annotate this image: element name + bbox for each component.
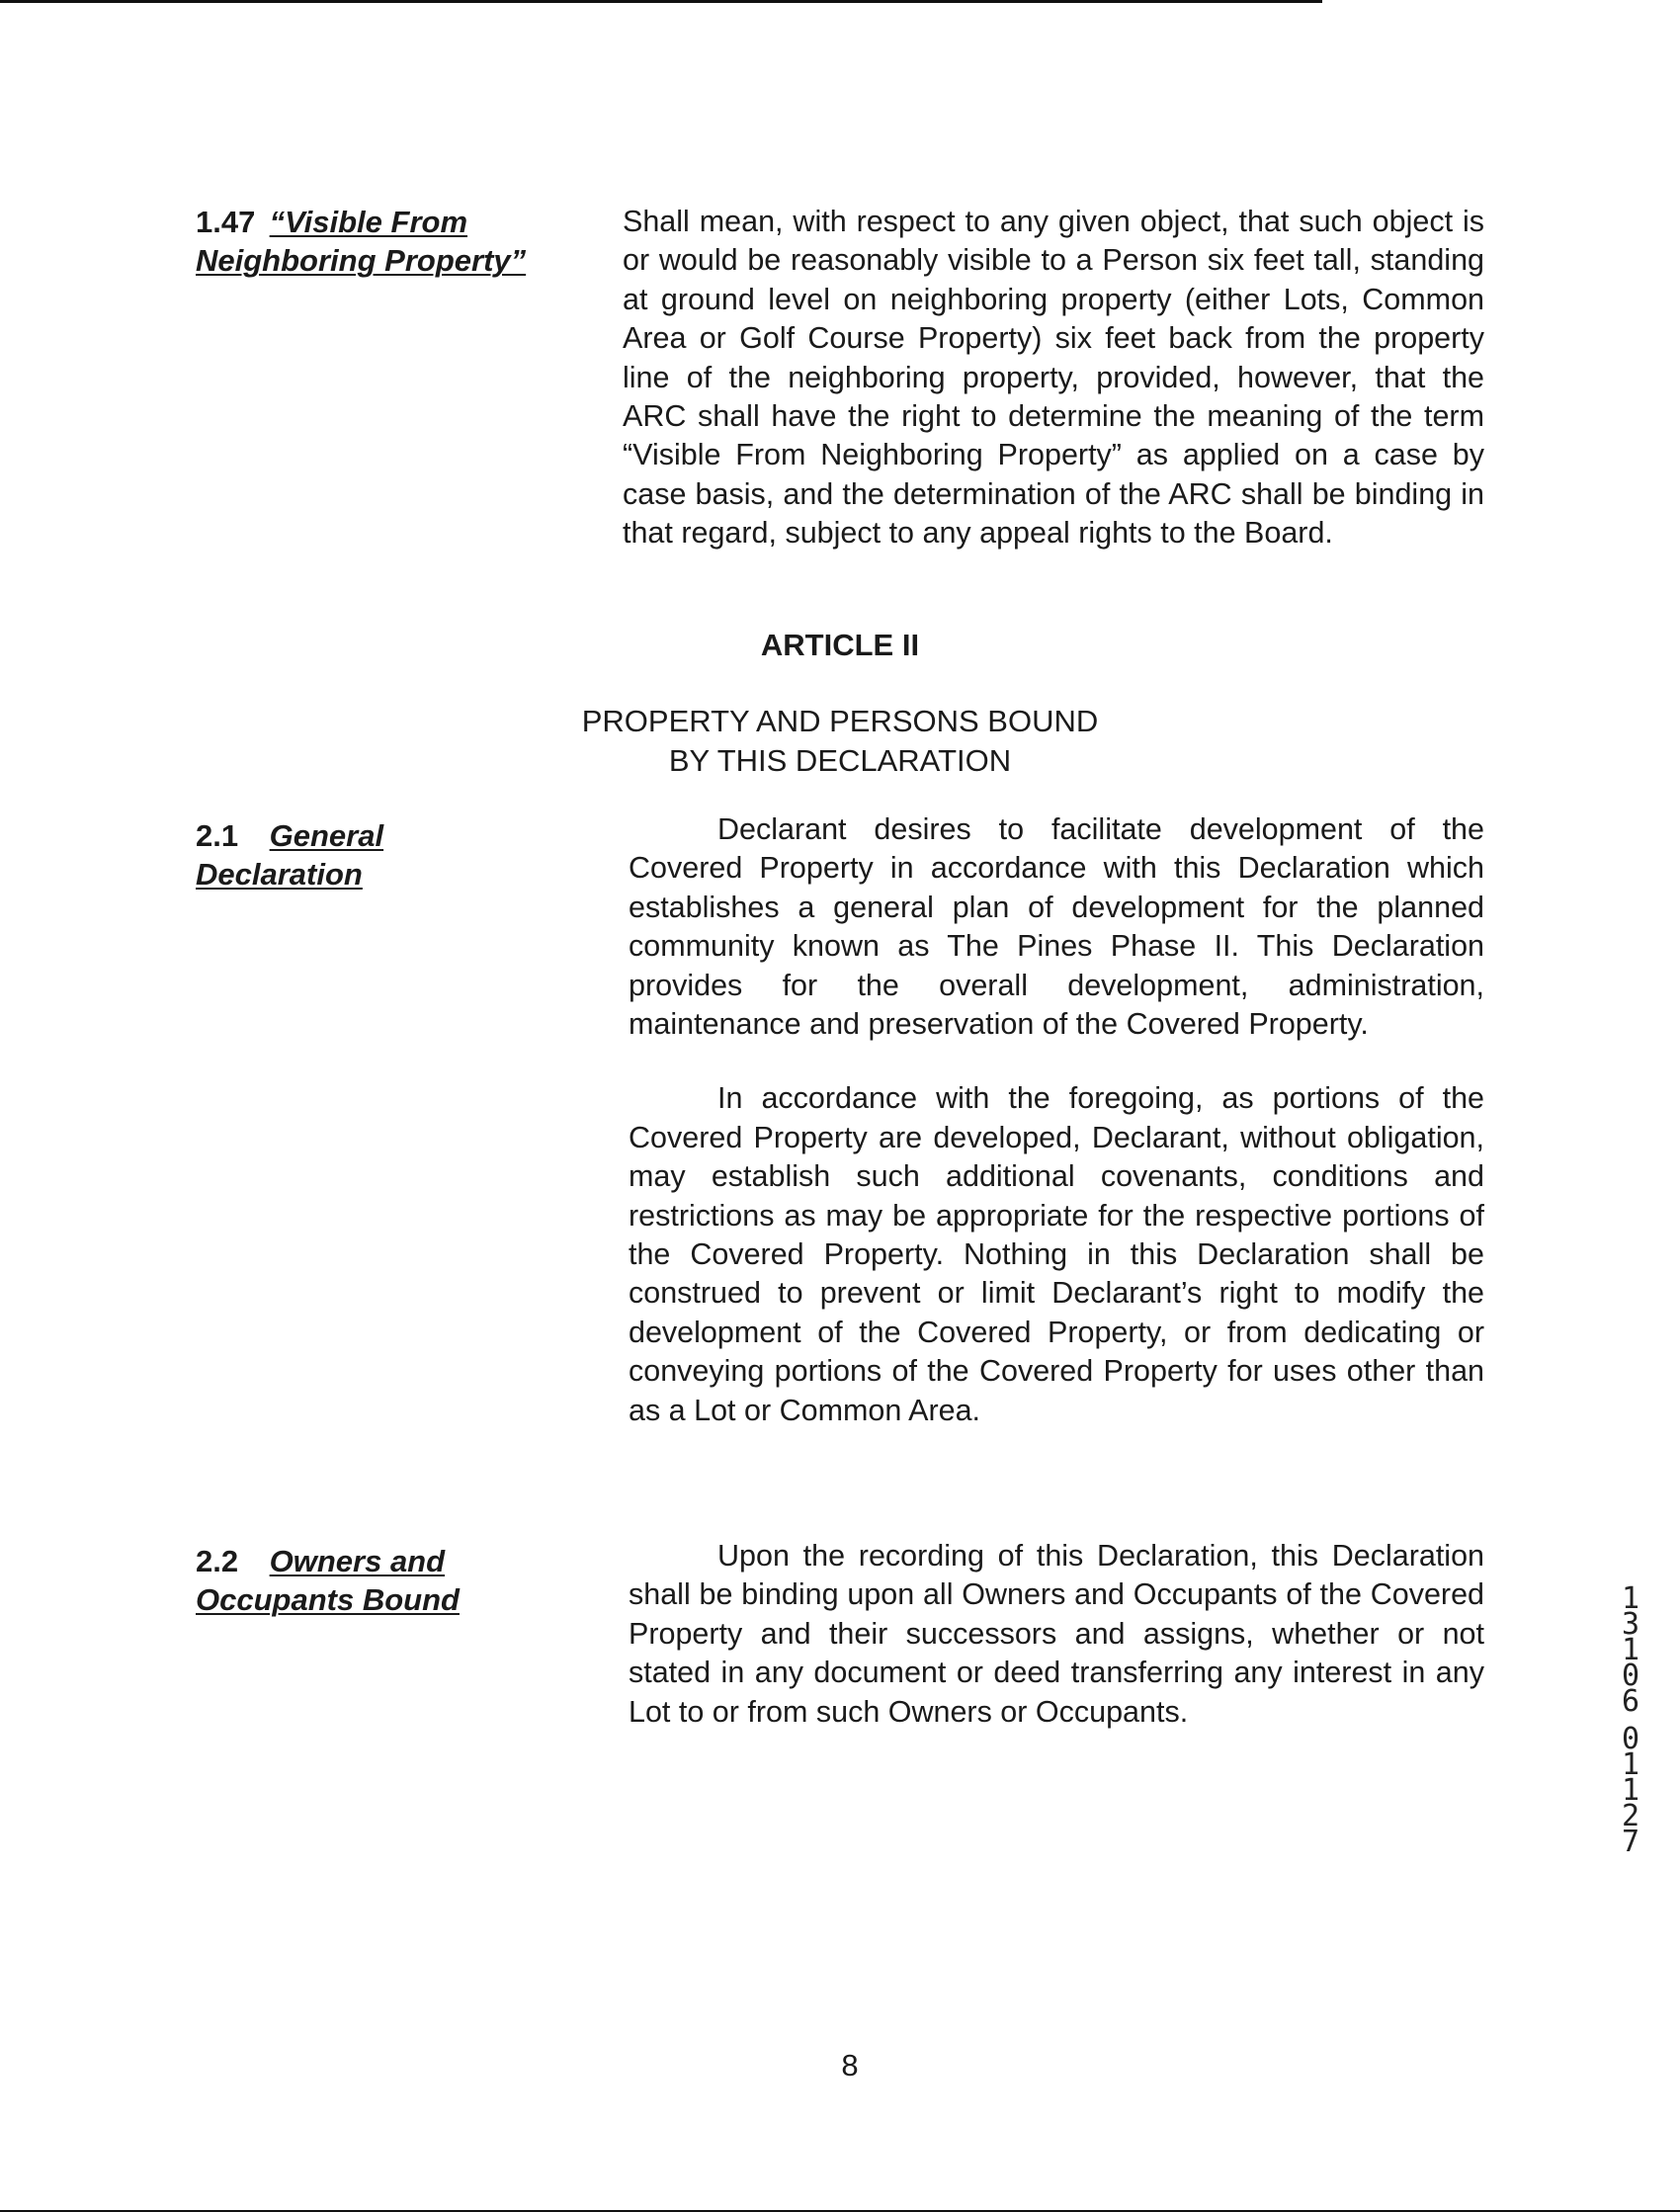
stamp-digit: 1 [1621,1773,1640,1808]
article-subtitle-line2: BY THIS DECLARATION [668,743,1012,778]
article-subtitle [514,702,1166,781]
section-2-2-heading [196,1542,571,1619]
section-2-1-body [629,810,1484,1430]
section-1-47-text: Shall mean, with respect to any given object, that such object is or would be reasonably visible to a Person six feet tall, standing at ground level on neighboring property (either Lots, Common Area or Golf Course Property) six feet back from the property line of the neighboring property, provided, however, that the ARC shall have the right to determine the meaning of the term “Visible From Neighboring Property” as applied on a case by case basis, and the determination of the ARC shall be binding in that regard, subject to any appeal rights to the Board. [623,205,1484,551]
stamp-digit: 7 [1621,1825,1640,1859]
section-2-2-number: 2.2 [196,1544,239,1578]
top-border-line [0,0,1322,3]
section-2-1-paragraph-2: In accordance with the foregoing, as portions of the Covered Property are developed, Declarant, without obligation, may establish such additional covenants, conditions and restrictions as may be appropriate for the respective portions of the Covered Property. Nothing in this Declaration shall be construed to prevent or limit Declarant’s right to modify the development of the Covered Property, or from dedicating or conveying portions of the Covered Property for uses other than as a Lot or Common Area. [629,1081,1484,1427]
section-1-47-title-line1: “Visible From [269,205,468,239]
section-2-2-body [629,1537,1484,1732]
stamp-digit: 3 [1621,1607,1640,1642]
article-title: ARTICLE II [760,628,920,662]
stamp-digit: 1 [1621,1747,1640,1782]
stamp-digit: 0 [1621,1659,1640,1693]
section-2-2-title-line1: Owners and [269,1544,446,1578]
page-number: 8 [841,2048,859,2083]
stamp-digit: 6 [1621,1684,1640,1719]
section-2-1-title-line2: Declaration [196,857,363,892]
recording-stamp [1613,1581,1648,1859]
section-1-47-body [623,203,1484,553]
section-2-1-heading [196,816,571,893]
stamp-digit: 2 [1621,1799,1640,1833]
section-2-2-text: Upon the recording of this Declaration, this Declaration shall be binding upon all Owners and Occupants of the Covered Property and their successors and assigns, whether or not stated in any document or deed transferring any interest in any Lot to or from such Owners or Occupants. [629,1539,1484,1729]
stamp-digit: 1 [1621,1581,1640,1616]
section-1-47-title-line2: Neighboring Property” [196,243,527,278]
article-subtitle-line1: PROPERTY AND PERSONS BOUND [581,704,1099,738]
section-2-1-paragraph-1: Declarant desires to facilitate development of the Covered Property in accordance with this Declaration which establishes a general plan of development for the planned community known as The Pines Phase II. This Declaration provides for the overall development, administration, maintenance and preservation of the Covered Property. [629,812,1484,1042]
section-2-1-number: 2.1 [196,818,239,853]
section-2-2-title-line2: Occupants Bound [196,1582,460,1617]
section-1-47-heading [196,203,571,280]
stamp-digit: 0 [1621,1722,1640,1756]
stamp-digit: 1 [1621,1633,1640,1667]
section-2-1-title-line1: General [269,818,384,853]
section-1-47-number: 1.47 [196,205,256,239]
